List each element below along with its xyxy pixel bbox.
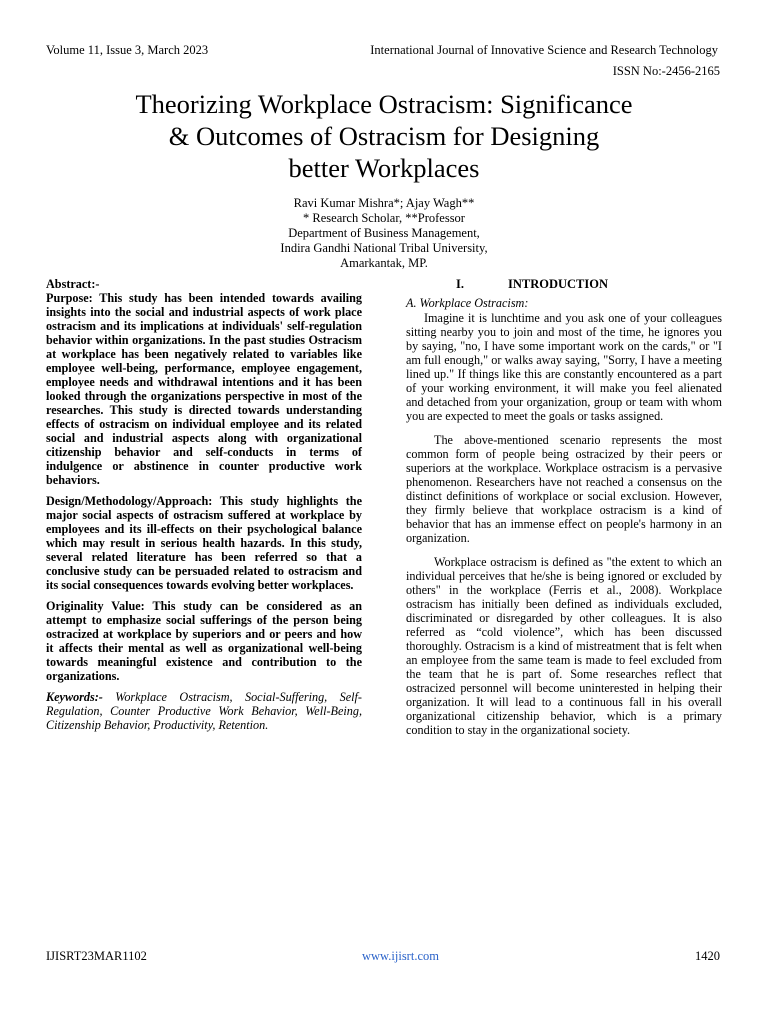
keywords-label: Keywords:- xyxy=(46,690,103,704)
author-block xyxy=(184,196,584,271)
keywords-text: Workplace Ostracism, Social-Suffering, Self-Regulation, Counter Productive Work Behavior, Well-Being, Citizenship Behavior, Productivity, Retention. xyxy=(46,690,362,732)
title-line: & Outcomes of Ostracism for Designing xyxy=(168,121,600,151)
keywords xyxy=(46,690,362,732)
journal-name: International Journal of Innovative Science and Research Technology xyxy=(370,43,718,57)
title-line: better Workplaces xyxy=(288,153,480,183)
section-number: I. xyxy=(456,277,464,291)
author-names: Ravi Kumar Mishra*; Ajay Wagh** xyxy=(293,196,475,210)
intro-paragraph-2: The above-mentioned scenario represents the most common form of people being ostracized by their peers or superiors at the workplace. Workplace ostracism is a pervasive phenomenon. Researchers have not reached a consensus on the distinct definitions of workplace or social exclusion. However, they firmly believe that workplace ostracism is a kind of behavior that has an immense effect on people's harmony in an organization. xyxy=(406,433,722,545)
left-column xyxy=(46,277,362,739)
footer-website-link[interactable]: www.ijisrt.com xyxy=(362,949,439,963)
abstract-design: Design/Methodology/Approach: This study highlights the major social aspects of ostracism suffered at workplace by employees and its ill-effects on their psychological balance which may result in serious health hazards. In this study, several related literature has been referred so that a conclusive study can be persuaded related to ostracism and its social consequences towards evolving better workplaces. xyxy=(46,494,362,592)
abstract-originality: Originality Value: This study can be considered as an attempt to emphasize social sufferings of the person being ostracized at workplace by superiors and or peers and how it affects their mental as well as organizational well-being towards meaningful existence and contribution to the organizations. xyxy=(46,599,362,683)
footer-paper-id: IJISRT23MAR1102 xyxy=(46,949,147,963)
volume-issue: Volume 11, Issue 3, March 2023 xyxy=(46,43,209,57)
intro-paragraph-3: Workplace ostracism is defined as "the extent to which an individual perceives that he/she is being ignored or excluded by others" in the workplace (Ferris et al., 2008). Workplace ostracism has initially been defined as individuals excluded, discriminated or disregarded by other colleagues. It is also referred as “cold violence”, which has been discussed thoroughly. Ostracism is a kind of mistreatment that is felt when an employee from the same team is made to feel excluded from the team that he is part of. Some researches reflect that ostracized personnel will become uninterested in helping their organization. It will lead to a continuous fall in his overall organizational citizenship behavior, which is a primary condition to stay in the organizational society. xyxy=(406,555,722,737)
author-roles: * Research Scholar, **Professor xyxy=(303,211,465,225)
section-heading xyxy=(406,277,722,291)
author-department: Department of Business Management, xyxy=(288,226,480,240)
intro-paragraph-1: Imagine it is lunchtime and you ask one of your colleagues sitting nearby you to join and most of the time, he ignores you by saying, "no, I have some important work on the cards," or "I am full enough," or walks away saying, "Sorry, I have a meeting lined up." If things like this are constantly encountered as a part of your working environment, it will make you feel alienated and detached from your organization, group or team with whom you are expected to meet the goals or tasks assigned. xyxy=(406,311,722,423)
title-line: Theorizing Workplace Ostracism: Significance xyxy=(135,89,633,119)
section-title: INTRODUCTION xyxy=(508,277,609,291)
author-university: Indira Gandhi National Tribal University, xyxy=(280,241,488,255)
author-location: Amarkantak, MP. xyxy=(340,256,428,270)
abstract-label: Abstract:- xyxy=(46,277,100,291)
right-column xyxy=(406,277,722,737)
issn-number: ISSN No:-2456-2165 xyxy=(612,64,720,78)
abstract-purpose: Purpose: This study has been intended towards availing insights into the social and industrial aspects of work place ostracism and its implications at individuals' self-regulation behavior within organizations. In the past studies Ostracism at workplace has been negatively related to variables like employee well-being, performance, employee engagement, employee needs and withdrawal intentions and it has been looked through the organizations perspective in most of the researches. This study is directed towards understanding effects of ostracism on individual employee and its related social and industrial aspects along with organizational citizenship behavior and self-conducts in terms of indulgence or abstinence in counter productive work behaviors. xyxy=(46,291,362,487)
footer-page-number: 1420 xyxy=(695,949,720,963)
paper-title xyxy=(40,88,728,184)
subsection-heading: A. Workplace Ostracism: xyxy=(406,296,529,310)
